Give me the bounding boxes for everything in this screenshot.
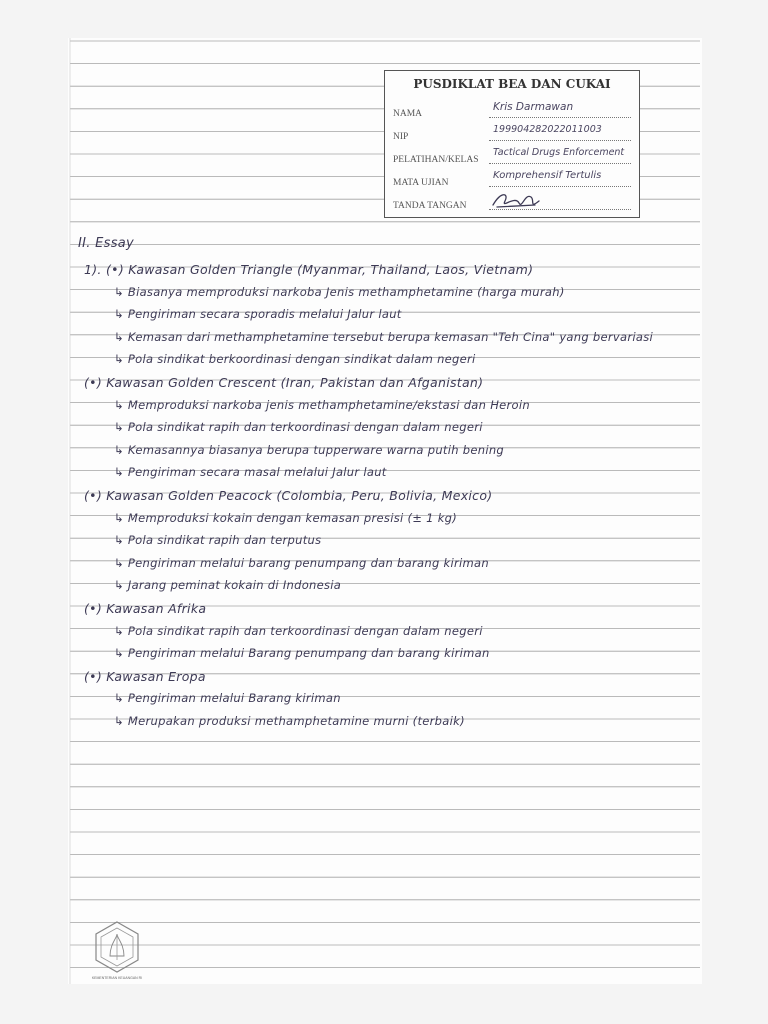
subject-label: MATA UJIAN	[393, 178, 449, 188]
essay-topic-line: (•) Kawasan Golden Peacock (Colombia, Peru, Bolivia, Mexico)	[84, 488, 493, 503]
essay-detail-line: ↳ Pengiriman secara masal melalui Jalur laut	[114, 465, 387, 480]
essay-detail-line: ↳ Memproduksi kokain dengan kemasan presisi (± 1 kg)	[114, 510, 458, 525]
class-label: PELATIHAN/KELAS	[393, 155, 479, 165]
essay-topic-line: (•) Kawasan Afrika	[84, 601, 207, 616]
essay-topic-line: (•) Kawasan Golden Crescent (Iran, Pakistan dan Afganistan)	[84, 375, 484, 390]
class-dotted-line	[489, 163, 631, 164]
subject-value: Komprehensif Tertulis	[493, 170, 602, 181]
essay-detail-line: ↳ Pola sindikat rapih dan terkoordinasi dengan dalam negeri	[114, 623, 483, 638]
essay-detail-line: ↳ Merupakan produksi methamphetamine murni (terbaik)	[114, 714, 465, 728]
signature-label: TANDA TANGAN	[393, 201, 467, 211]
essay-topic-line: (•) Kawasan Eropa	[84, 668, 206, 684]
essay-detail-line: ↳ Pengiriman secara sporadis melalui Jalur laut	[114, 307, 402, 322]
nip-dotted-line	[489, 140, 631, 141]
signature-dotted-line	[489, 209, 631, 210]
ministry-logo	[92, 920, 142, 978]
institution-title: PUSDIKLAT BEA DAN CUKAI	[413, 77, 611, 91]
essay-detail-line: ↳ Pola sindikat rapih dan terputus	[114, 533, 322, 548]
nip-value: 199904282022011003	[493, 124, 602, 135]
essay-detail-line: ↳ Pengiriman melalui Barang penumpang dan barang kiriman	[114, 646, 490, 661]
essay-heading: II. Essay	[78, 236, 135, 251]
essay-detail-line: ↳ Kemasan dari methamphetamine tersebut berupa kemasan "Teh Cina" yang bervariasi	[114, 329, 654, 344]
essay-detail-line: ↳ Biasanya memproduksi narkoba Jenis methamphetamine (harga murah)	[114, 284, 565, 299]
name-dotted-line	[489, 117, 631, 118]
essay-detail-line: ↳ Pengiriman melalui Barang kiriman	[114, 691, 341, 706]
essay-detail-line: ↳ Memproduksi narkoba jenis methamphetamine/ekstasi dan Heroin	[114, 397, 530, 412]
essay-detail-line: ↳ Kemasannya biasanya berupa tupperware warna putih bening	[114, 442, 505, 457]
nip-label: NIP	[393, 132, 409, 142]
name-label: NAMA	[393, 109, 423, 119]
essay-detail-line: ↳ Pengiriman melalui barang penumpang dan barang kiriman	[114, 555, 489, 570]
class-value: Tactical Drugs Enforcement	[493, 147, 625, 158]
essay-detail-line: ↳ Pola sindikat rapih dan terkoordinasi dengan dalam negeri	[114, 420, 483, 435]
essay-topic-line: 1). (•) Kawasan Golden Triangle (Myanmar, Thailand, Laos, Vietnam)	[84, 262, 534, 277]
exam-header-box	[384, 70, 640, 218]
logo-caption: KEMENTERIAN KEUANGAN RI	[91, 976, 143, 980]
name-value: Kris Darmawan	[493, 101, 574, 113]
essay-detail-line: ↳ Pola sindikat berkoordinasi dengan sindikat dalam negeri	[114, 352, 476, 367]
essay-detail-line: ↳ Jarang peminat kokain di Indonesia	[114, 578, 342, 593]
